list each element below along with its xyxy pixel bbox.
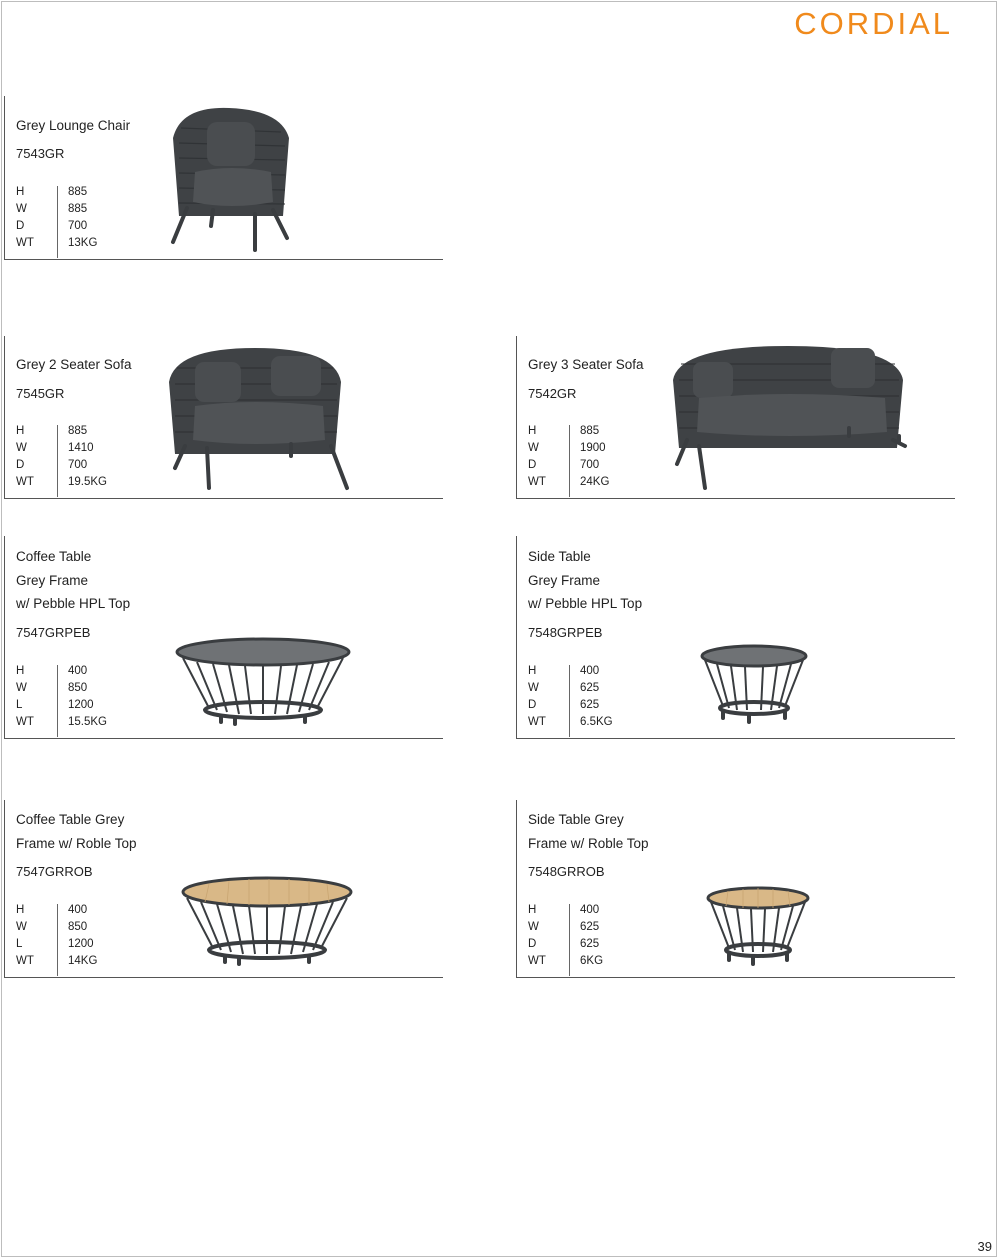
spec-row	[16, 425, 126, 442]
spec-value: 6.5KG	[580, 716, 613, 728]
spec-value: 400	[68, 904, 88, 916]
spec-table	[16, 425, 126, 493]
spec-key: D	[16, 459, 25, 471]
spec-key: W	[16, 921, 27, 933]
product-name: Grey 3 Seater Sofa	[528, 357, 644, 372]
spec-row	[528, 716, 638, 733]
spec-key: H	[528, 665, 537, 677]
spec-key: D	[528, 938, 537, 950]
product-card-side-table-pebble	[516, 536, 955, 739]
spec-value: 6KG	[580, 955, 604, 967]
spec-row	[16, 220, 126, 237]
spec-value: 15.5KG	[68, 716, 107, 728]
spec-value: 14KG	[68, 955, 98, 967]
spec-key: D	[16, 220, 25, 232]
product-name-line: Grey Frame	[16, 573, 89, 588]
coffee-table-roble-image	[179, 876, 355, 972]
spec-row	[16, 716, 126, 733]
product-code: 7545GR	[16, 386, 65, 401]
spec-value: 700	[68, 459, 88, 471]
spec-table	[528, 665, 638, 733]
product-name-line: Side Table Grey	[528, 812, 624, 827]
product-card-coffee-table-pebble	[4, 536, 443, 739]
product-code: 7547GRPEB	[16, 625, 91, 640]
spec-key: WT	[16, 955, 34, 967]
product-card-2-seater-sofa	[4, 336, 443, 499]
spec-key: W	[16, 682, 27, 694]
spec-value: 885	[68, 203, 88, 215]
spec-table	[528, 904, 638, 972]
spec-row	[528, 442, 638, 459]
spec-value: 1900	[580, 442, 606, 454]
spec-row	[16, 459, 126, 476]
product-code: 7548GRPEB	[528, 625, 603, 640]
spec-value: 885	[68, 186, 88, 198]
page-number: 39	[977, 1239, 992, 1254]
product-name-line: Coffee Table Grey	[16, 812, 125, 827]
spec-row	[16, 203, 126, 220]
product-card-lounge-chair	[4, 96, 443, 260]
product-code: 7542GR	[528, 386, 577, 401]
spec-value: 1200	[68, 699, 94, 711]
spec-value: 625	[580, 682, 600, 694]
spec-table	[16, 665, 126, 733]
spec-key: H	[16, 665, 25, 677]
spec-key: WT	[16, 716, 34, 728]
side-table-roble-image	[703, 884, 813, 972]
sofa-3-seater-image	[663, 336, 913, 494]
spec-value: 885	[68, 425, 88, 437]
spec-row	[16, 186, 126, 203]
spec-value: 850	[68, 921, 88, 933]
product-card-side-table-roble	[516, 800, 955, 978]
spec-row	[16, 442, 126, 459]
spec-value: 1200	[68, 938, 94, 950]
spec-key: D	[528, 699, 537, 711]
spec-key: W	[528, 442, 539, 454]
product-name-line: Frame w/ Roble Top	[528, 836, 649, 851]
spec-key: H	[528, 904, 537, 916]
spec-key: H	[16, 186, 25, 198]
spec-key: WT	[528, 716, 546, 728]
spec-row	[528, 921, 638, 938]
spec-key: H	[16, 425, 25, 437]
spec-value: 625	[580, 921, 600, 933]
spec-value: 885	[580, 425, 600, 437]
spec-table	[16, 904, 126, 972]
sofa-2-seater-image	[155, 336, 355, 494]
side-table-pebble-image	[697, 642, 811, 730]
spec-row	[16, 955, 126, 972]
spec-row	[16, 938, 126, 955]
spec-row	[528, 904, 638, 921]
spec-row	[528, 938, 638, 955]
spec-row	[528, 699, 638, 716]
product-name-line: Side Table	[528, 549, 591, 564]
spec-value: 400	[580, 665, 600, 677]
spec-value: 700	[580, 459, 600, 471]
spec-row	[16, 699, 126, 716]
brand-title: CORDIAL	[794, 6, 953, 41]
spec-key: WT	[16, 237, 34, 249]
product-name: Grey Lounge Chair	[16, 118, 131, 133]
spec-key: W	[16, 442, 27, 454]
spec-row	[16, 682, 126, 699]
product-card-3-seater-sofa	[516, 336, 955, 499]
spec-value: 625	[580, 699, 600, 711]
spec-value: 625	[580, 938, 600, 950]
product-name-line: w/ Pebble HPL Top	[528, 596, 643, 611]
spec-key: L	[16, 699, 23, 711]
spec-key: WT	[16, 476, 34, 488]
spec-row	[528, 425, 638, 442]
spec-row	[528, 682, 638, 699]
spec-value: 700	[68, 220, 88, 232]
lounge-chair-image	[151, 98, 301, 254]
spec-value: 400	[580, 904, 600, 916]
spec-value: 13KG	[68, 237, 98, 249]
spec-key: WT	[528, 476, 546, 488]
spec-value: 400	[68, 665, 88, 677]
spec-row	[16, 237, 126, 254]
product-code: 7547GRROB	[16, 864, 93, 879]
spec-row	[16, 476, 126, 493]
spec-row	[16, 665, 126, 682]
spec-value: 24KG	[580, 476, 610, 488]
spec-table	[16, 186, 126, 254]
spec-key: W	[16, 203, 27, 215]
product-name-line: Grey Frame	[528, 573, 601, 588]
spec-row	[16, 921, 126, 938]
product-code: 7548GRROB	[528, 864, 605, 879]
spec-key: W	[528, 921, 539, 933]
spec-key: W	[528, 682, 539, 694]
spec-value: 1410	[68, 442, 94, 454]
spec-value: 850	[68, 682, 88, 694]
spec-row	[528, 665, 638, 682]
spec-row	[528, 955, 638, 972]
spec-row	[528, 459, 638, 476]
spec-key: D	[528, 459, 537, 471]
product-name-line: Frame w/ Roble Top	[16, 836, 137, 851]
spec-key: WT	[528, 955, 546, 967]
coffee-table-pebble-image	[173, 636, 353, 732]
product-name-line: Coffee Table	[16, 549, 92, 564]
product-code: 7543GR	[16, 146, 65, 161]
product-card-coffee-table-roble	[4, 800, 443, 978]
product-name-line: w/ Pebble HPL Top	[16, 596, 131, 611]
product-name: Grey 2 Seater Sofa	[16, 357, 132, 372]
spec-key: H	[16, 904, 25, 916]
spec-key: L	[16, 938, 23, 950]
spec-row	[528, 476, 638, 493]
spec-value: 19.5KG	[68, 476, 107, 488]
spec-key: H	[528, 425, 537, 437]
spec-row	[16, 904, 126, 921]
spec-table	[528, 425, 638, 493]
